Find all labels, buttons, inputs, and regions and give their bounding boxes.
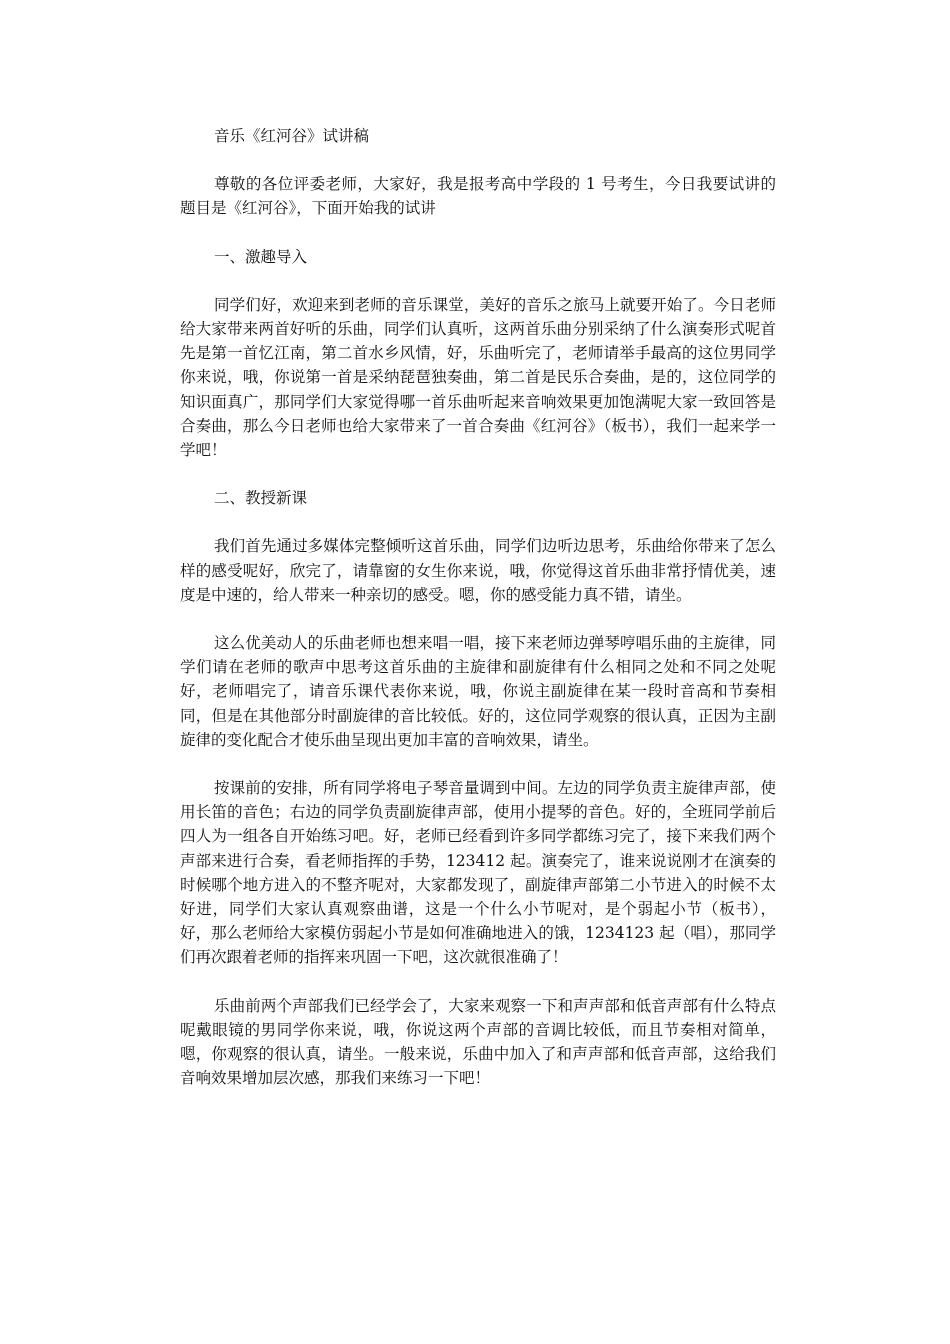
section2-paragraph-1: 我们首先通过多媒体完整倾听这首乐曲，同学们边听边思考，乐曲给你带来了怎么样的感受呢好，欣完了，请靠窗的女生你来说，哦，你觉得这首乐曲非常抒情优美，速度是中速的，给人带来一种亲切的感受。嗯，你的感受能力真不错，请坐。 bbox=[180, 537, 776, 604]
section2-paragraph-4: 乐曲前两个声部我们已经学会了，大家来观察一下和声声部和低音声部有什么特点呢戴眼镜的男同学你来说，哦，你说这两个声部的音调比较低，而且节奏相对简单，嗯，你观察的很认真，请坐。一般来说，乐曲中加入了和声声部和低音声部，这给我们音响效果增加层次感，那我们来练习一下吧！ bbox=[180, 996, 776, 1088]
section-heading-new-lesson: 二、教授新课 bbox=[214, 489, 308, 508]
section-heading-intro: 一、激趣导入 bbox=[214, 247, 308, 266]
document-title: 音乐《红河谷》试讲稿 bbox=[214, 127, 370, 145]
section2-paragraph-2: 这么优美动人的乐曲老师也想来唱一唱，接下来老师边弹琴哼唱乐曲的主旋律，同学们请在老师的歌声中思考这首乐曲的主旋律和副旋律有什么相同之处和不同之处呢好，老师唱完了，请音乐课代表你来说，哦，你说主副旋律在某一段时音高和节奏相同，但是在其他部分时副旋律的音比较低。好的，这位同学观察的很认真，正因为主副旋律的变化配合才使乐曲呈现出更加丰富的音响效果，请坐。 bbox=[180, 634, 776, 749]
section1-paragraph: 同学们好，欢迎来到老师的音乐课堂，美好的音乐之旅马上就要开始了。今日老师给大家带来两首好听的乐曲，同学们认真听，这两首乐曲分别采纳了什么演奏形式呢首先是第一首忆江南，第二首水乡风情，好，乐曲听完了，老师请举手最高的这位男同学你来说，哦，你说第一首是采纳琵琶独奏曲，第二首是民乐合奏曲，是的，这位同学的知识面真广，那同学们大家觉得哪一首乐曲听起来音响效果更加饱满呢大家一致回答是合奏曲，那么今日老师也给大家带来了一首合奏曲《红河谷》（板书），我们一起来学一学吧！ bbox=[180, 295, 776, 460]
intro-paragraph: 尊敬的各位评委老师，大家好，我是报考高中学段的 1 号考生，今日我要试讲的题目是《红河谷》，下面开始我的试讲 bbox=[180, 175, 776, 218]
document-body bbox=[180, 124, 776, 1115]
section2-paragraph-3: 按课前的安排，所有同学将电子琴音量调到中间。左边的同学负责主旋律声部，使用长笛的音色；右边的同学负责副旋律声部，使用小提琴的音色。好的，全班同学前后四人为一组各自开始练习吧。好，老师已经看到许多同学都练习完了，接下来我们两个声部来进行合奏，看老师指挥的手势，123412 起。演奏完了，谁来说说刚才在演奏的时候哪个地方进入的不整齐呢对，大家都发现了，副旋律声部第二小节进入的时候不太好进，同学们大家认真观察曲谱，这是一个什么小节呢对，是个弱起小节（板书），好，那么老师给大家模仿弱起小节是如何准确地进入的饿，1234123 起（唱），那同学们再次跟着老师的指挥来巩固一下吧，这次就很准确了！ bbox=[180, 779, 776, 967]
